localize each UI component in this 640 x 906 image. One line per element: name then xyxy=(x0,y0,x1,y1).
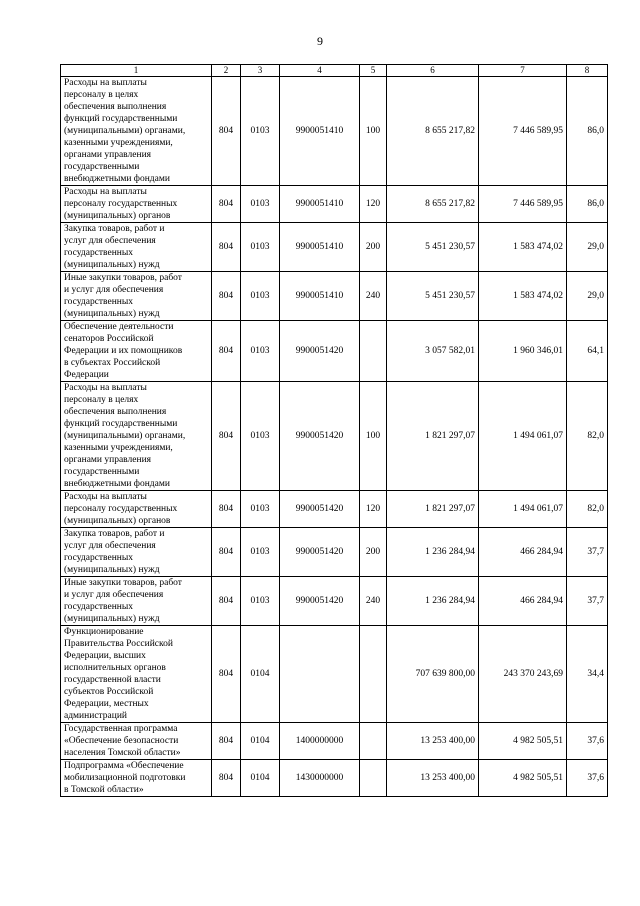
cell-expense-type: 240 xyxy=(360,577,387,626)
cell-section-code: 0104 xyxy=(241,723,280,760)
cell-percent: 29,0 xyxy=(567,272,608,321)
cell-ministry-code: 804 xyxy=(212,577,241,626)
cell-actual-amount: 243 370 243,69 xyxy=(479,626,567,723)
cell-section-code: 0103 xyxy=(241,577,280,626)
cell-expense-type: 200 xyxy=(360,528,387,577)
cell-expense-type: 200 xyxy=(360,223,387,272)
cell-name: Функционирование Правительства Российской Федерации, высших исполнительных органов государственной власти субъектов Российской Федерации, местных администраций xyxy=(61,626,212,723)
cell-name: Закупка товаров, работ и услуг для обеспечения государственных (муниципальных) нужд xyxy=(61,528,212,577)
cell-target-article xyxy=(280,626,360,723)
cell-target-article: 9900051420 xyxy=(280,321,360,382)
table-row xyxy=(61,223,608,272)
column-header: 7 xyxy=(479,65,567,77)
cell-ministry-code: 804 xyxy=(212,382,241,491)
cell-percent: 82,0 xyxy=(567,382,608,491)
column-header: 8 xyxy=(567,65,608,77)
table-row xyxy=(61,577,608,626)
cell-actual-amount: 7 446 589,95 xyxy=(479,77,567,186)
table-row xyxy=(61,760,608,797)
cell-expense-type xyxy=(360,760,387,797)
cell-ministry-code: 804 xyxy=(212,272,241,321)
cell-actual-amount: 1 583 474,02 xyxy=(479,223,567,272)
cell-name: Обеспечение деятельности сенаторов Российской Федерации и их помощников в субъектах Российской Федерации xyxy=(61,321,212,382)
cell-percent: 34,4 xyxy=(567,626,608,723)
cell-expense-type xyxy=(360,723,387,760)
cell-planned-amount: 1 821 297,07 xyxy=(387,382,479,491)
cell-percent: 86,0 xyxy=(567,186,608,223)
cell-planned-amount: 5 451 230,57 xyxy=(387,272,479,321)
cell-percent: 37,7 xyxy=(567,577,608,626)
cell-ministry-code: 804 xyxy=(212,528,241,577)
cell-target-article: 9900051420 xyxy=(280,382,360,491)
cell-planned-amount: 8 655 217,82 xyxy=(387,186,479,223)
cell-percent: 37,6 xyxy=(567,760,608,797)
cell-ministry-code: 804 xyxy=(212,77,241,186)
cell-expense-type xyxy=(360,321,387,382)
cell-section-code: 0104 xyxy=(241,760,280,797)
cell-name: Расходы на выплаты персоналу государственных (муниципальных) органов xyxy=(61,491,212,528)
cell-name: Закупка товаров, работ и услуг для обеспечения государственных (муниципальных) нужд xyxy=(61,223,212,272)
cell-planned-amount: 1 236 284,94 xyxy=(387,528,479,577)
cell-actual-amount: 4 982 505,51 xyxy=(479,760,567,797)
cell-percent: 86,0 xyxy=(567,77,608,186)
cell-ministry-code: 804 xyxy=(212,491,241,528)
budget-table xyxy=(60,64,608,797)
cell-planned-amount: 13 253 400,00 xyxy=(387,723,479,760)
cell-ministry-code: 804 xyxy=(212,223,241,272)
cell-name: Подпрограмма «Обеспечение мобилизационной подготовки в Томской области» xyxy=(61,760,212,797)
cell-section-code: 0103 xyxy=(241,272,280,321)
table-row xyxy=(61,272,608,321)
cell-ministry-code: 804 xyxy=(212,760,241,797)
cell-name: Иные закупки товаров, работ и услуг для обеспечения государственных (муниципальных) нужд xyxy=(61,272,212,321)
cell-expense-type xyxy=(360,626,387,723)
page-number: 9 xyxy=(317,34,323,48)
cell-target-article: 1430000000 xyxy=(280,760,360,797)
cell-expense-type: 120 xyxy=(360,491,387,528)
cell-section-code: 0103 xyxy=(241,382,280,491)
cell-expense-type: 100 xyxy=(360,382,387,491)
cell-actual-amount: 4 982 505,51 xyxy=(479,723,567,760)
cell-target-article: 9900051410 xyxy=(280,272,360,321)
table-row xyxy=(61,626,608,723)
table-row xyxy=(61,491,608,528)
cell-name: Расходы на выплаты персоналу в целях обеспечения выполнения функций государственными (муниципальными) органами, казенными учреждениями, органами управления государственными внебюджетными фондами xyxy=(61,77,212,186)
cell-name: Иные закупки товаров, работ и услуг для обеспечения государственных (муниципальных) нужд xyxy=(61,577,212,626)
cell-target-article: 9900051420 xyxy=(280,491,360,528)
cell-section-code: 0103 xyxy=(241,528,280,577)
cell-target-article: 9900051410 xyxy=(280,186,360,223)
cell-expense-type: 120 xyxy=(360,186,387,223)
cell-actual-amount: 1 494 061,07 xyxy=(479,491,567,528)
cell-percent: 29,0 xyxy=(567,223,608,272)
cell-ministry-code: 804 xyxy=(212,186,241,223)
cell-ministry-code: 804 xyxy=(212,723,241,760)
column-header: 1 xyxy=(61,65,212,77)
cell-name: Расходы на выплаты персоналу государственных (муниципальных) органов xyxy=(61,186,212,223)
cell-planned-amount: 13 253 400,00 xyxy=(387,760,479,797)
cell-name: Расходы на выплаты персоналу в целях обеспечения выполнения функций государственными (муниципальными) органами, казенными учреждениями, органами управления государственными внебюджетными фондами xyxy=(61,382,212,491)
cell-expense-type: 240 xyxy=(360,272,387,321)
cell-percent: 37,7 xyxy=(567,528,608,577)
cell-target-article: 1400000000 xyxy=(280,723,360,760)
cell-name: Государственная программа «Обеспечение безопасности населения Томской области» xyxy=(61,723,212,760)
column-header: 4 xyxy=(280,65,360,77)
cell-planned-amount: 707 639 800,00 xyxy=(387,626,479,723)
table-row xyxy=(61,528,608,577)
cell-target-article: 9900051410 xyxy=(280,223,360,272)
cell-section-code: 0103 xyxy=(241,491,280,528)
cell-target-article: 9900051420 xyxy=(280,577,360,626)
cell-actual-amount: 1 494 061,07 xyxy=(479,382,567,491)
table-header-row xyxy=(61,65,608,77)
column-header: 3 xyxy=(241,65,280,77)
table-row xyxy=(61,382,608,491)
cell-expense-type: 100 xyxy=(360,77,387,186)
cell-actual-amount: 7 446 589,95 xyxy=(479,186,567,223)
table-row xyxy=(61,186,608,223)
cell-planned-amount: 5 451 230,57 xyxy=(387,223,479,272)
cell-actual-amount: 1 960 346,01 xyxy=(479,321,567,382)
cell-percent: 82,0 xyxy=(567,491,608,528)
cell-target-article: 9900051420 xyxy=(280,528,360,577)
cell-section-code: 0104 xyxy=(241,626,280,723)
cell-planned-amount: 1 821 297,07 xyxy=(387,491,479,528)
cell-section-code: 0103 xyxy=(241,77,280,186)
cell-section-code: 0103 xyxy=(241,223,280,272)
cell-planned-amount: 3 057 582,01 xyxy=(387,321,479,382)
cell-planned-amount: 8 655 217,82 xyxy=(387,77,479,186)
cell-ministry-code: 804 xyxy=(212,626,241,723)
table-row xyxy=(61,321,608,382)
cell-planned-amount: 1 236 284,94 xyxy=(387,577,479,626)
cell-target-article: 9900051410 xyxy=(280,77,360,186)
cell-actual-amount: 1 583 474,02 xyxy=(479,272,567,321)
column-header: 2 xyxy=(212,65,241,77)
cell-actual-amount: 466 284,94 xyxy=(479,528,567,577)
column-header: 5 xyxy=(360,65,387,77)
cell-actual-amount: 466 284,94 xyxy=(479,577,567,626)
table-row xyxy=(61,77,608,186)
cell-section-code: 0103 xyxy=(241,186,280,223)
cell-percent: 37,6 xyxy=(567,723,608,760)
cell-section-code: 0103 xyxy=(241,321,280,382)
cell-percent: 64,1 xyxy=(567,321,608,382)
table-row xyxy=(61,723,608,760)
column-header: 6 xyxy=(387,65,479,77)
cell-ministry-code: 804 xyxy=(212,321,241,382)
